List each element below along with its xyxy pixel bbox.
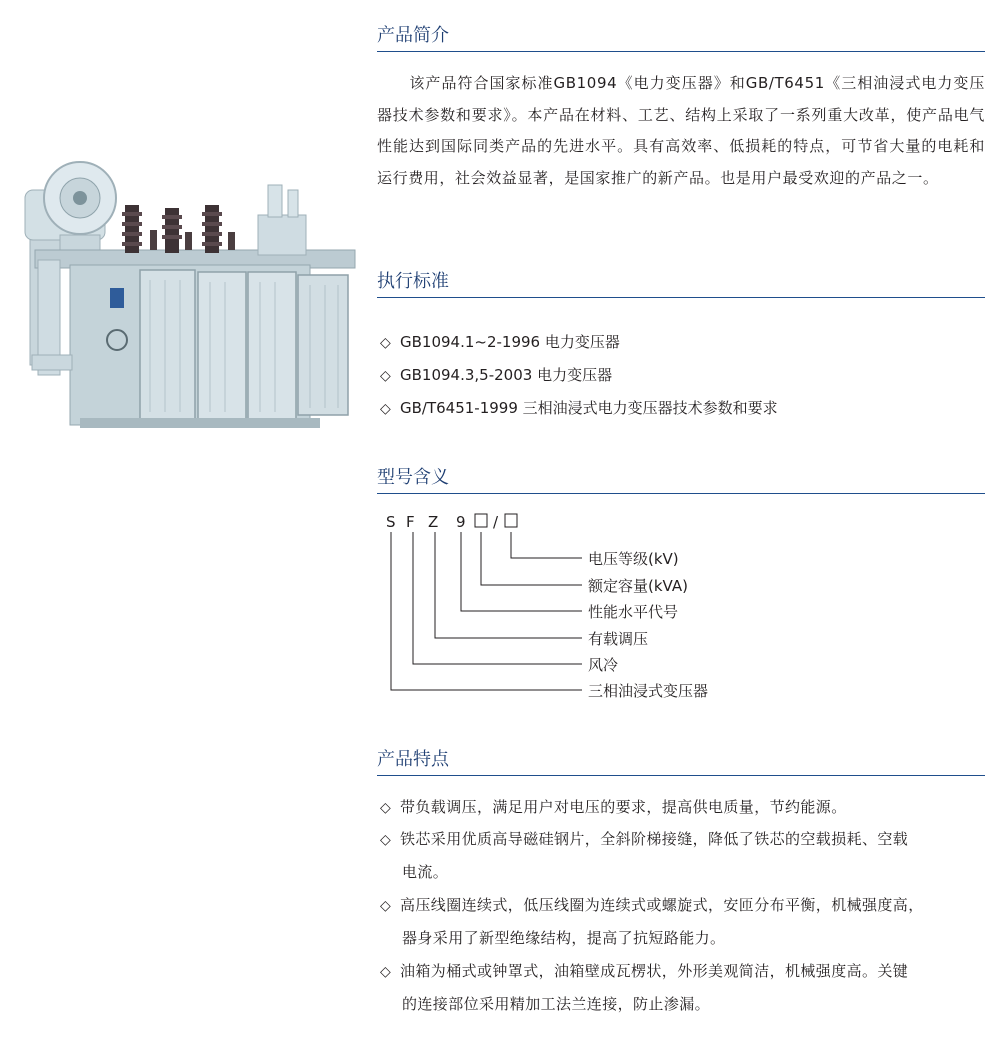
intro-text: 该产品符合国家标准GB1094《电力变压器》和GB/T6451《三相油浸式电力变压器技术参数和要求》。本产品在材料、工艺、结构上采取了一系列重大改革，使产品电气性能达到国际同类产品的先进水平。具有高效率、低损耗的特点，可节省大量的电耗和运行费用，社会效益显著，是国家推广的新产品。也是用户最受欢迎的产品之一。: [377, 74, 985, 187]
feature-text-cont: 器身采用了新型绝缘结构，提高了抗短路能力。: [402, 928, 726, 947]
meaning-performance: 性能水平代号: [588, 603, 679, 621]
model-code-diagram: [377, 505, 777, 710]
intro-title: 产品简介: [377, 24, 985, 52]
feature-item: [380, 792, 985, 825]
transformer-image: [20, 150, 365, 440]
voltage-box: [505, 514, 517, 527]
diamond-icon: ◇: [380, 964, 392, 980]
feature-item: [380, 956, 985, 1020]
feature-text: 带负载调压，满足用户对电压的要求，提高供电质量，节约能源。: [400, 798, 847, 816]
diamond-icon: ◇: [380, 898, 392, 914]
feature-text-cont: 电流。: [402, 862, 449, 881]
code-letter-z: Z: [428, 513, 439, 531]
feature-text: 铁芯采用优质高导磁硅钢片，全斜阶梯接缝，降低了铁芯的空载损耗、空载: [400, 830, 909, 848]
feature-text-cont: 的连接部位采用精加工法兰连接，防止渗漏。: [402, 994, 711, 1013]
standard-text: GB/T6451-1999 三相油浸式电力变压器技术参数和要求: [400, 399, 778, 417]
meaning-voltage: 电压等级(kV): [588, 550, 679, 568]
feature-text: 油箱为桶式或钟罩式，油箱壁成瓦楞状，外形美观简洁，机械强度高。关键: [400, 962, 909, 980]
standard-text: GB1094.3,5-2003 电力变压器: [400, 366, 613, 384]
standard-item: [380, 331, 620, 354]
code-letter-s: S: [386, 513, 396, 531]
feature-text: 高压线圈连续式，低压线圈为连续式或螺旋式，安匝分布平衡，机械强度高，: [400, 896, 924, 914]
code-letter-f: F: [406, 513, 415, 531]
diamond-icon: ◇: [380, 401, 391, 417]
code-slash: /: [493, 513, 499, 531]
meaning-air-cooled: 风冷: [588, 656, 619, 674]
standard-text: GB1094.1~2-1996 电力变压器: [400, 333, 620, 351]
feature-item: [380, 890, 985, 954]
features-title: 产品特点: [377, 748, 985, 776]
meaning-on-load-tap: 有载调压: [588, 630, 649, 648]
diamond-icon: ◇: [380, 800, 392, 816]
standards-title: 执行标准: [377, 270, 985, 298]
diamond-icon: ◇: [380, 368, 391, 384]
capacity-box: [475, 514, 487, 527]
diamond-icon: ◇: [380, 335, 391, 351]
standard-item: [380, 364, 612, 387]
feature-item: [380, 824, 985, 888]
standard-item: [380, 397, 778, 420]
code-digit-9: 9: [456, 513, 466, 531]
diamond-icon: ◇: [380, 832, 392, 848]
meaning-capacity: 额定容量(kVA): [588, 577, 688, 595]
meaning-three-phase: 三相油浸式变压器: [588, 682, 709, 700]
model-title: 型号含义: [377, 466, 985, 494]
intro-paragraph: [377, 68, 985, 194]
